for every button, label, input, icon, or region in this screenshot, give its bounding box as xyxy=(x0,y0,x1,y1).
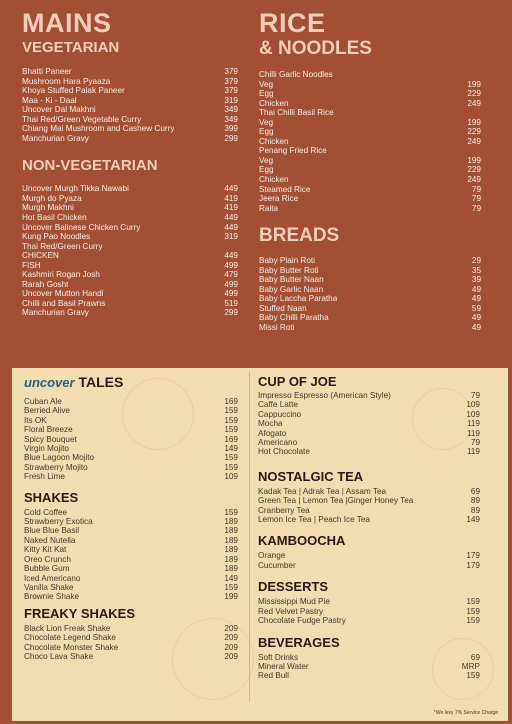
menu-item-price: 189 xyxy=(224,535,238,545)
menu-item xyxy=(259,266,481,276)
menu-item xyxy=(258,616,480,625)
menu-item-name: Chocolate Legend Shake xyxy=(24,633,116,643)
menu-item-name: Uncover Balinese Chicken Curry xyxy=(22,222,141,232)
menu-item-name: Cranberry Tea xyxy=(258,505,310,515)
menu-item-price: 349 xyxy=(224,114,238,124)
freaky-shakes-list xyxy=(24,624,238,662)
menu-item xyxy=(258,506,480,515)
menu-item-price: 79 xyxy=(471,203,481,213)
menu-item xyxy=(259,185,481,195)
menu-item xyxy=(259,89,481,99)
menu-item xyxy=(24,472,238,481)
menu-item-name: Egg xyxy=(259,165,274,175)
menu-item xyxy=(24,643,238,652)
tales-heading xyxy=(24,374,238,391)
menu-item xyxy=(259,313,481,323)
menu-item xyxy=(24,574,238,583)
menu-item-price: 479 xyxy=(224,270,238,280)
menu-item-name: Blue Lagoon Mojito xyxy=(24,453,95,463)
menu-item-name: Its OK xyxy=(24,415,47,425)
menu-item xyxy=(259,146,481,156)
menu-item-price: 379 xyxy=(224,86,238,96)
menu-item-name: Brownie Shake xyxy=(24,592,80,602)
menu-item-name: Chilli and Basil Prawns xyxy=(22,298,106,308)
freaky-shakes-title: FREAKY SHAKES xyxy=(24,605,136,621)
menu-item-name: Fresh Lime xyxy=(24,472,65,482)
menu-item-price: 49 xyxy=(471,323,481,333)
desserts-title: DESSERTS xyxy=(258,579,329,595)
menu-item-price: 449 xyxy=(224,251,238,261)
menu-item-price: 119 xyxy=(466,419,480,429)
menu-item-name: Kitty Kit Kat xyxy=(24,545,67,555)
menu-item-name: Bhatti Paneer xyxy=(22,67,72,76)
service-charge-note: *We levy 7% Service Charge xyxy=(433,710,498,716)
menu-item xyxy=(24,583,238,592)
menu-item-price: 159 xyxy=(224,453,238,463)
cup-of-joe-list xyxy=(258,391,480,457)
menu-item-name: Choco Lava Shake xyxy=(24,651,94,661)
menu-item-name: Baby Laccha Paratha xyxy=(259,294,338,304)
menu-item-name: Chiang Mai Mushroom and Cashew Curry xyxy=(22,124,175,134)
menu-item xyxy=(259,285,481,295)
column-divider xyxy=(249,372,250,702)
menu-item-price: 49 xyxy=(471,284,481,294)
menu-item-price: 89 xyxy=(470,505,480,515)
menu-item xyxy=(22,86,238,96)
menu-item-name: Strawberry Exotica xyxy=(24,517,93,527)
menu-item-price: 229 xyxy=(467,127,481,137)
menu-item-price: 89 xyxy=(470,496,480,506)
menu-item-name: Soft Drinks xyxy=(258,652,299,662)
menu-item-price: 169 xyxy=(224,434,238,444)
menu-item xyxy=(24,633,238,642)
menu-item-name: Penang Fried Rice xyxy=(259,146,327,156)
menu-item-name: Thai Chilli Basil Rice xyxy=(259,108,334,118)
menu-item-price: 419 xyxy=(224,203,238,213)
nostalgic-tea-title: NOSTALGIC TEA xyxy=(258,468,364,484)
menu-item-name: Stuffed Naan xyxy=(259,303,307,313)
menu-item xyxy=(22,242,238,252)
menu-item-price: 119 xyxy=(466,447,480,457)
menu-item-price: 209 xyxy=(224,633,238,643)
menu-item-name: Egg xyxy=(259,127,274,137)
menu-item-price: 159 xyxy=(224,507,238,517)
menu-item-price: 189 xyxy=(224,545,238,555)
menu-item-price: 449 xyxy=(224,222,238,232)
menu-item-price xyxy=(459,108,481,118)
menu-item-price: 199 xyxy=(467,155,481,165)
menu-item-name: Chicken xyxy=(259,175,289,185)
menu-item-name: Bubble Gum xyxy=(24,564,70,574)
menu-item xyxy=(22,289,238,299)
menu-item-price: 499 xyxy=(224,279,238,289)
menu-item-price: 209 xyxy=(224,623,238,633)
menu-item xyxy=(24,453,238,462)
menu-item-price: 179 xyxy=(466,560,480,570)
menu-item xyxy=(24,425,238,434)
menu-item xyxy=(258,487,480,496)
menu-item-name: Lemon Ice Tea | Peach Ice Tea xyxy=(258,515,370,525)
menu-item xyxy=(24,463,238,472)
menu-item-name: Chicken xyxy=(259,136,289,146)
beverages-title: BEVERAGES xyxy=(258,634,340,650)
menu-item xyxy=(258,391,480,400)
menu-item-price: 169 xyxy=(224,397,238,406)
menu-item xyxy=(259,80,481,90)
menu-item-name: Mineral Water xyxy=(258,661,309,671)
menu-item-price: 189 xyxy=(224,526,238,536)
menu-item-price: 229 xyxy=(467,165,481,175)
menu-item-name: Oreo Crunch xyxy=(24,554,71,564)
vegetarian-list xyxy=(22,67,238,143)
menu-item-name: Caffe Latte xyxy=(258,400,298,410)
menu-item-name: Missi Roti xyxy=(259,323,295,333)
menu-item-price: 199 xyxy=(224,592,238,602)
menu-item-price: 209 xyxy=(224,651,238,661)
menu-item-price: 499 xyxy=(224,260,238,270)
menu-item-price: 159 xyxy=(466,616,480,626)
menu-item-price: 349 xyxy=(224,105,238,115)
menu-item-price: 399 xyxy=(224,124,238,134)
menu-item-price: 379 xyxy=(224,76,238,86)
menu-item-price: 189 xyxy=(224,517,238,527)
menu-item-name: Chilli Garlic Noodles xyxy=(259,70,333,79)
menu-item-price: 149 xyxy=(466,515,480,525)
menu-item xyxy=(24,555,238,564)
drinks-right-column xyxy=(258,374,480,681)
menu-item xyxy=(24,592,238,601)
menu-item-name: Mushroom Hara Pyaaza xyxy=(22,76,111,86)
menu-item-price: 109 xyxy=(466,409,480,419)
menu-item-price: 159 xyxy=(224,582,238,592)
menu-item xyxy=(24,435,238,444)
noodles-title: & NOODLES xyxy=(259,38,372,59)
menu-item-name: Cold Coffee xyxy=(24,507,68,517)
menu-item xyxy=(22,213,238,223)
menu-item-price: 249 xyxy=(467,98,481,108)
menu-item xyxy=(24,444,238,453)
menu-item xyxy=(24,517,238,526)
menu-item xyxy=(258,429,480,438)
menu-item-name: Strawberry Mojito xyxy=(24,462,88,472)
menu-item xyxy=(258,561,480,570)
menu-item-name: Kung Pao Noodles xyxy=(22,232,91,242)
menu-item xyxy=(22,96,238,106)
menu-item xyxy=(24,526,238,535)
menu-item-name: Iced Americano xyxy=(24,573,81,583)
menu-item-name: Uncover Murgh Tikka Nawabi xyxy=(22,184,129,194)
menu-item-name: Berried Alive xyxy=(24,406,70,416)
menu-item xyxy=(24,397,238,406)
menu-item-name: Uncover Dal Makhni xyxy=(22,105,96,115)
menu-item-price: 209 xyxy=(224,642,238,652)
menu-item-price: 149 xyxy=(224,573,238,583)
menu-item-price: 59 xyxy=(471,303,481,313)
kamboocha-title: KAMBOOCHA xyxy=(258,533,346,549)
menu-item xyxy=(258,515,480,524)
menu-item xyxy=(22,232,238,242)
menu-item xyxy=(22,280,238,290)
menu-item-name: Manchurian Gravy xyxy=(22,308,89,318)
menu-item xyxy=(259,204,481,214)
menu-item xyxy=(22,124,238,134)
menu-item-price: 319 xyxy=(224,232,238,242)
menu-item xyxy=(259,294,481,304)
menu-item-price: 229 xyxy=(467,89,481,99)
desserts-list xyxy=(258,597,480,625)
menu-item-name: Manchurian Gravy xyxy=(22,133,89,143)
menu-item-price xyxy=(459,70,481,80)
menu-item-price: 69 xyxy=(470,652,480,662)
menu-item-price: 159 xyxy=(224,462,238,472)
menu-item-price xyxy=(216,242,238,252)
menu-item-price: 109 xyxy=(224,472,238,482)
menu-item xyxy=(22,308,238,318)
non-vegetarian-heading: NON-VEGETARIAN xyxy=(22,157,158,175)
rice-list xyxy=(259,70,481,213)
menu-item xyxy=(22,203,238,213)
menu-item xyxy=(259,137,481,147)
menu-item-name: Veg xyxy=(259,117,274,127)
menu-item-price: 39 xyxy=(471,275,481,285)
menu-item-price: 35 xyxy=(471,265,481,275)
menu-item-price: 49 xyxy=(471,294,481,304)
menu-item xyxy=(258,607,480,616)
menu-item-name: Hot Basil Chicken xyxy=(22,213,87,223)
menu-item-price: 199 xyxy=(467,79,481,89)
menu-item xyxy=(24,406,238,415)
menu-item xyxy=(258,438,480,447)
menu-item-price: 49 xyxy=(471,313,481,323)
menu-item-price: 379 xyxy=(224,67,238,76)
menu-item xyxy=(22,184,238,194)
menu-item xyxy=(24,416,238,425)
menu-item-name: Hot Chocolate xyxy=(258,447,310,457)
menu-item-name: Americano xyxy=(258,438,298,448)
menu-item-price: 449 xyxy=(224,184,238,194)
menu-item-name: Red Velvet Pastry xyxy=(258,606,324,616)
menu-item-name: Baby Butter Roti xyxy=(259,265,319,275)
menu-item-price: 159 xyxy=(224,415,238,425)
menu-item xyxy=(22,194,238,204)
menu-item-name: Thai Red/Green Vegetable Curry xyxy=(22,114,142,124)
menu-item xyxy=(22,299,238,309)
menu-item-price: MRP xyxy=(461,661,480,671)
menu-item xyxy=(259,156,481,166)
menu-item-name: CHICKEN xyxy=(22,251,59,261)
menu-item xyxy=(259,165,481,175)
menu-item xyxy=(22,223,238,233)
menu-item xyxy=(259,127,481,137)
menu-item-price: 249 xyxy=(467,175,481,185)
menu-item-name: Green Tea | Lemon Tea |Ginger Honey Tea xyxy=(258,496,414,506)
uncover-logo: uncover xyxy=(24,375,75,390)
menu-item-price: 199 xyxy=(467,117,481,127)
menu-item-name: Baby Butter Naan xyxy=(259,275,324,285)
menu-item-name: Floral Breeze xyxy=(24,425,73,435)
menu-item xyxy=(22,261,238,271)
menu-item-name: Red Bull xyxy=(258,671,289,681)
menu-item-price xyxy=(459,146,481,156)
menu-item xyxy=(259,275,481,285)
menu-item-name: FISH xyxy=(22,260,41,270)
menu-item xyxy=(24,508,238,517)
breads-title: BREADS xyxy=(259,225,340,247)
menu-item-name: Rarah Gosht xyxy=(22,279,69,289)
menu-item xyxy=(258,496,480,505)
kamboocha-list xyxy=(258,551,480,570)
vegetarian-heading: VEGETARIAN xyxy=(22,39,120,56)
menu-item-name: Mocha xyxy=(258,419,283,429)
menu-item xyxy=(259,256,481,266)
menu-item-price: 149 xyxy=(224,444,238,454)
menu-item-price: 299 xyxy=(224,133,238,143)
menu-item-price: 249 xyxy=(467,136,481,146)
tales-list xyxy=(24,397,238,482)
menu-item xyxy=(22,77,238,87)
nostalgic-tea-list xyxy=(258,487,480,525)
menu-item-name: Maa - Ki - Daal xyxy=(22,95,77,105)
menu-item xyxy=(24,652,238,661)
menu-item-name: Impresso Espresso (American Style) xyxy=(258,391,391,400)
menu-item xyxy=(259,118,481,128)
menu-item-price: 119 xyxy=(466,428,480,438)
menu-item-name: Murgh do Pyaza xyxy=(22,193,82,203)
menu-item-price: 179 xyxy=(466,551,480,561)
breads-list xyxy=(259,256,481,332)
menu-item-price: 299 xyxy=(224,308,238,318)
shakes-list xyxy=(24,508,238,602)
menu-item-name: Naked Nutella xyxy=(24,535,76,545)
menu-item-name: Virgin Mojito xyxy=(24,444,69,454)
menu-item-name: Egg xyxy=(259,89,274,99)
menu-item xyxy=(24,536,238,545)
mains-title: MAINS xyxy=(22,8,112,38)
menu-item-price: 189 xyxy=(224,564,238,574)
menu-item xyxy=(259,304,481,314)
menu-item xyxy=(22,67,238,77)
tales-title: TALES xyxy=(78,374,124,390)
menu-item xyxy=(258,400,480,409)
menu-item-name: Cuban Ale xyxy=(24,397,62,406)
menu-item xyxy=(259,70,481,80)
menu-item xyxy=(258,653,480,662)
rice-column xyxy=(259,10,481,333)
menu-item xyxy=(24,564,238,573)
menu-item-price: 449 xyxy=(224,213,238,223)
menu-item-name: Raita xyxy=(259,203,279,213)
menu-item-name: Cucumber xyxy=(258,560,296,570)
menu-item xyxy=(22,134,238,144)
menu-item xyxy=(22,251,238,261)
menu-item xyxy=(259,108,481,118)
menu-item-name: Orange xyxy=(258,551,286,561)
menu-item-name: Chocolate Fudge Pastry xyxy=(258,616,346,626)
menu-item-price: 29 xyxy=(471,256,481,266)
menu-item-price: 159 xyxy=(466,597,480,607)
drinks-left-column xyxy=(24,374,238,661)
menu-item-price: 319 xyxy=(224,95,238,105)
menu-item xyxy=(258,419,480,428)
menu-item-name: Cappuccino xyxy=(258,409,302,419)
menu-item xyxy=(258,662,480,671)
menu-item-name: Jeera Rice xyxy=(259,194,299,204)
menu-item xyxy=(259,194,481,204)
menu-item xyxy=(24,545,238,554)
menu-item xyxy=(258,410,480,419)
menu-item-name: Thai Red/Green Curry xyxy=(22,241,103,251)
menu-item-name: Mississippi Mud Pie xyxy=(258,597,330,607)
menu-item-name: Chicken xyxy=(259,98,289,108)
menu-item-name: Baby Garlic Naan xyxy=(259,284,324,294)
menu-item xyxy=(22,105,238,115)
menu-item-name: Spicy Bouquet xyxy=(24,434,77,444)
menu-item-name: Uncover Mutton Handi xyxy=(22,289,104,299)
mains-column xyxy=(22,10,238,318)
menu-item-price: 79 xyxy=(471,194,481,204)
menu-item xyxy=(258,671,480,680)
menu-item-price: 159 xyxy=(224,425,238,435)
shakes-title: SHAKES xyxy=(24,489,79,505)
menu-item xyxy=(258,447,480,456)
menu-item xyxy=(259,323,481,333)
menu-item-price: 159 xyxy=(466,671,480,681)
menu-item-price: 159 xyxy=(224,406,238,416)
cup-of-joe-title: CUP OF JOE xyxy=(258,374,337,389)
menu-item-name: Steamed Rice xyxy=(259,184,311,194)
menu-item xyxy=(259,99,481,109)
menu-item-price: 159 xyxy=(466,606,480,616)
menu-item-price: 519 xyxy=(224,298,238,308)
menu-item-price: 79 xyxy=(471,184,481,194)
rice-title: RICE xyxy=(259,8,326,38)
menu-item-name: Khoya Stuffed Palak Paneer xyxy=(22,86,125,96)
menu-item xyxy=(22,115,238,125)
menu-item-name: Baby Plain Roti xyxy=(259,256,315,266)
menu-item-price: 189 xyxy=(224,554,238,564)
menu-item-name: Black Lion Freak Shake xyxy=(24,623,111,633)
menu-item xyxy=(258,551,480,560)
menu-item-price: 419 xyxy=(224,193,238,203)
menu-item-price: 69 xyxy=(470,486,480,496)
menu-item-name: Chocolate Monster Shake xyxy=(24,642,119,652)
menu-item-price: 79 xyxy=(470,391,480,400)
menu-item-name: Afogato xyxy=(258,428,287,438)
menu-item xyxy=(22,270,238,280)
menu-item-price: 499 xyxy=(224,289,238,299)
menu-item-name: Veg xyxy=(259,155,274,165)
menu-item-price: 79 xyxy=(470,438,480,448)
menu-item-name: Vanilla Shake xyxy=(24,582,74,592)
menu-item xyxy=(258,597,480,606)
beverages-list xyxy=(258,653,480,681)
menu-item-name: Kadak Tea | Adrak Tea | Assam Tea xyxy=(258,486,387,496)
menu-item-price: 109 xyxy=(466,400,480,410)
menu-item xyxy=(259,175,481,185)
menu-item-name: Baby Chilli Paratha xyxy=(259,313,329,323)
non-vegetarian-list xyxy=(22,184,238,318)
menu-item-name: Blue Blue Basil xyxy=(24,526,80,536)
menu-item-name: Kashmiri Rogan Josh xyxy=(22,270,100,280)
menu-item-name: Veg xyxy=(259,79,274,89)
menu-item xyxy=(24,624,238,633)
menu-item-name: Murgh Makhni xyxy=(22,203,74,213)
